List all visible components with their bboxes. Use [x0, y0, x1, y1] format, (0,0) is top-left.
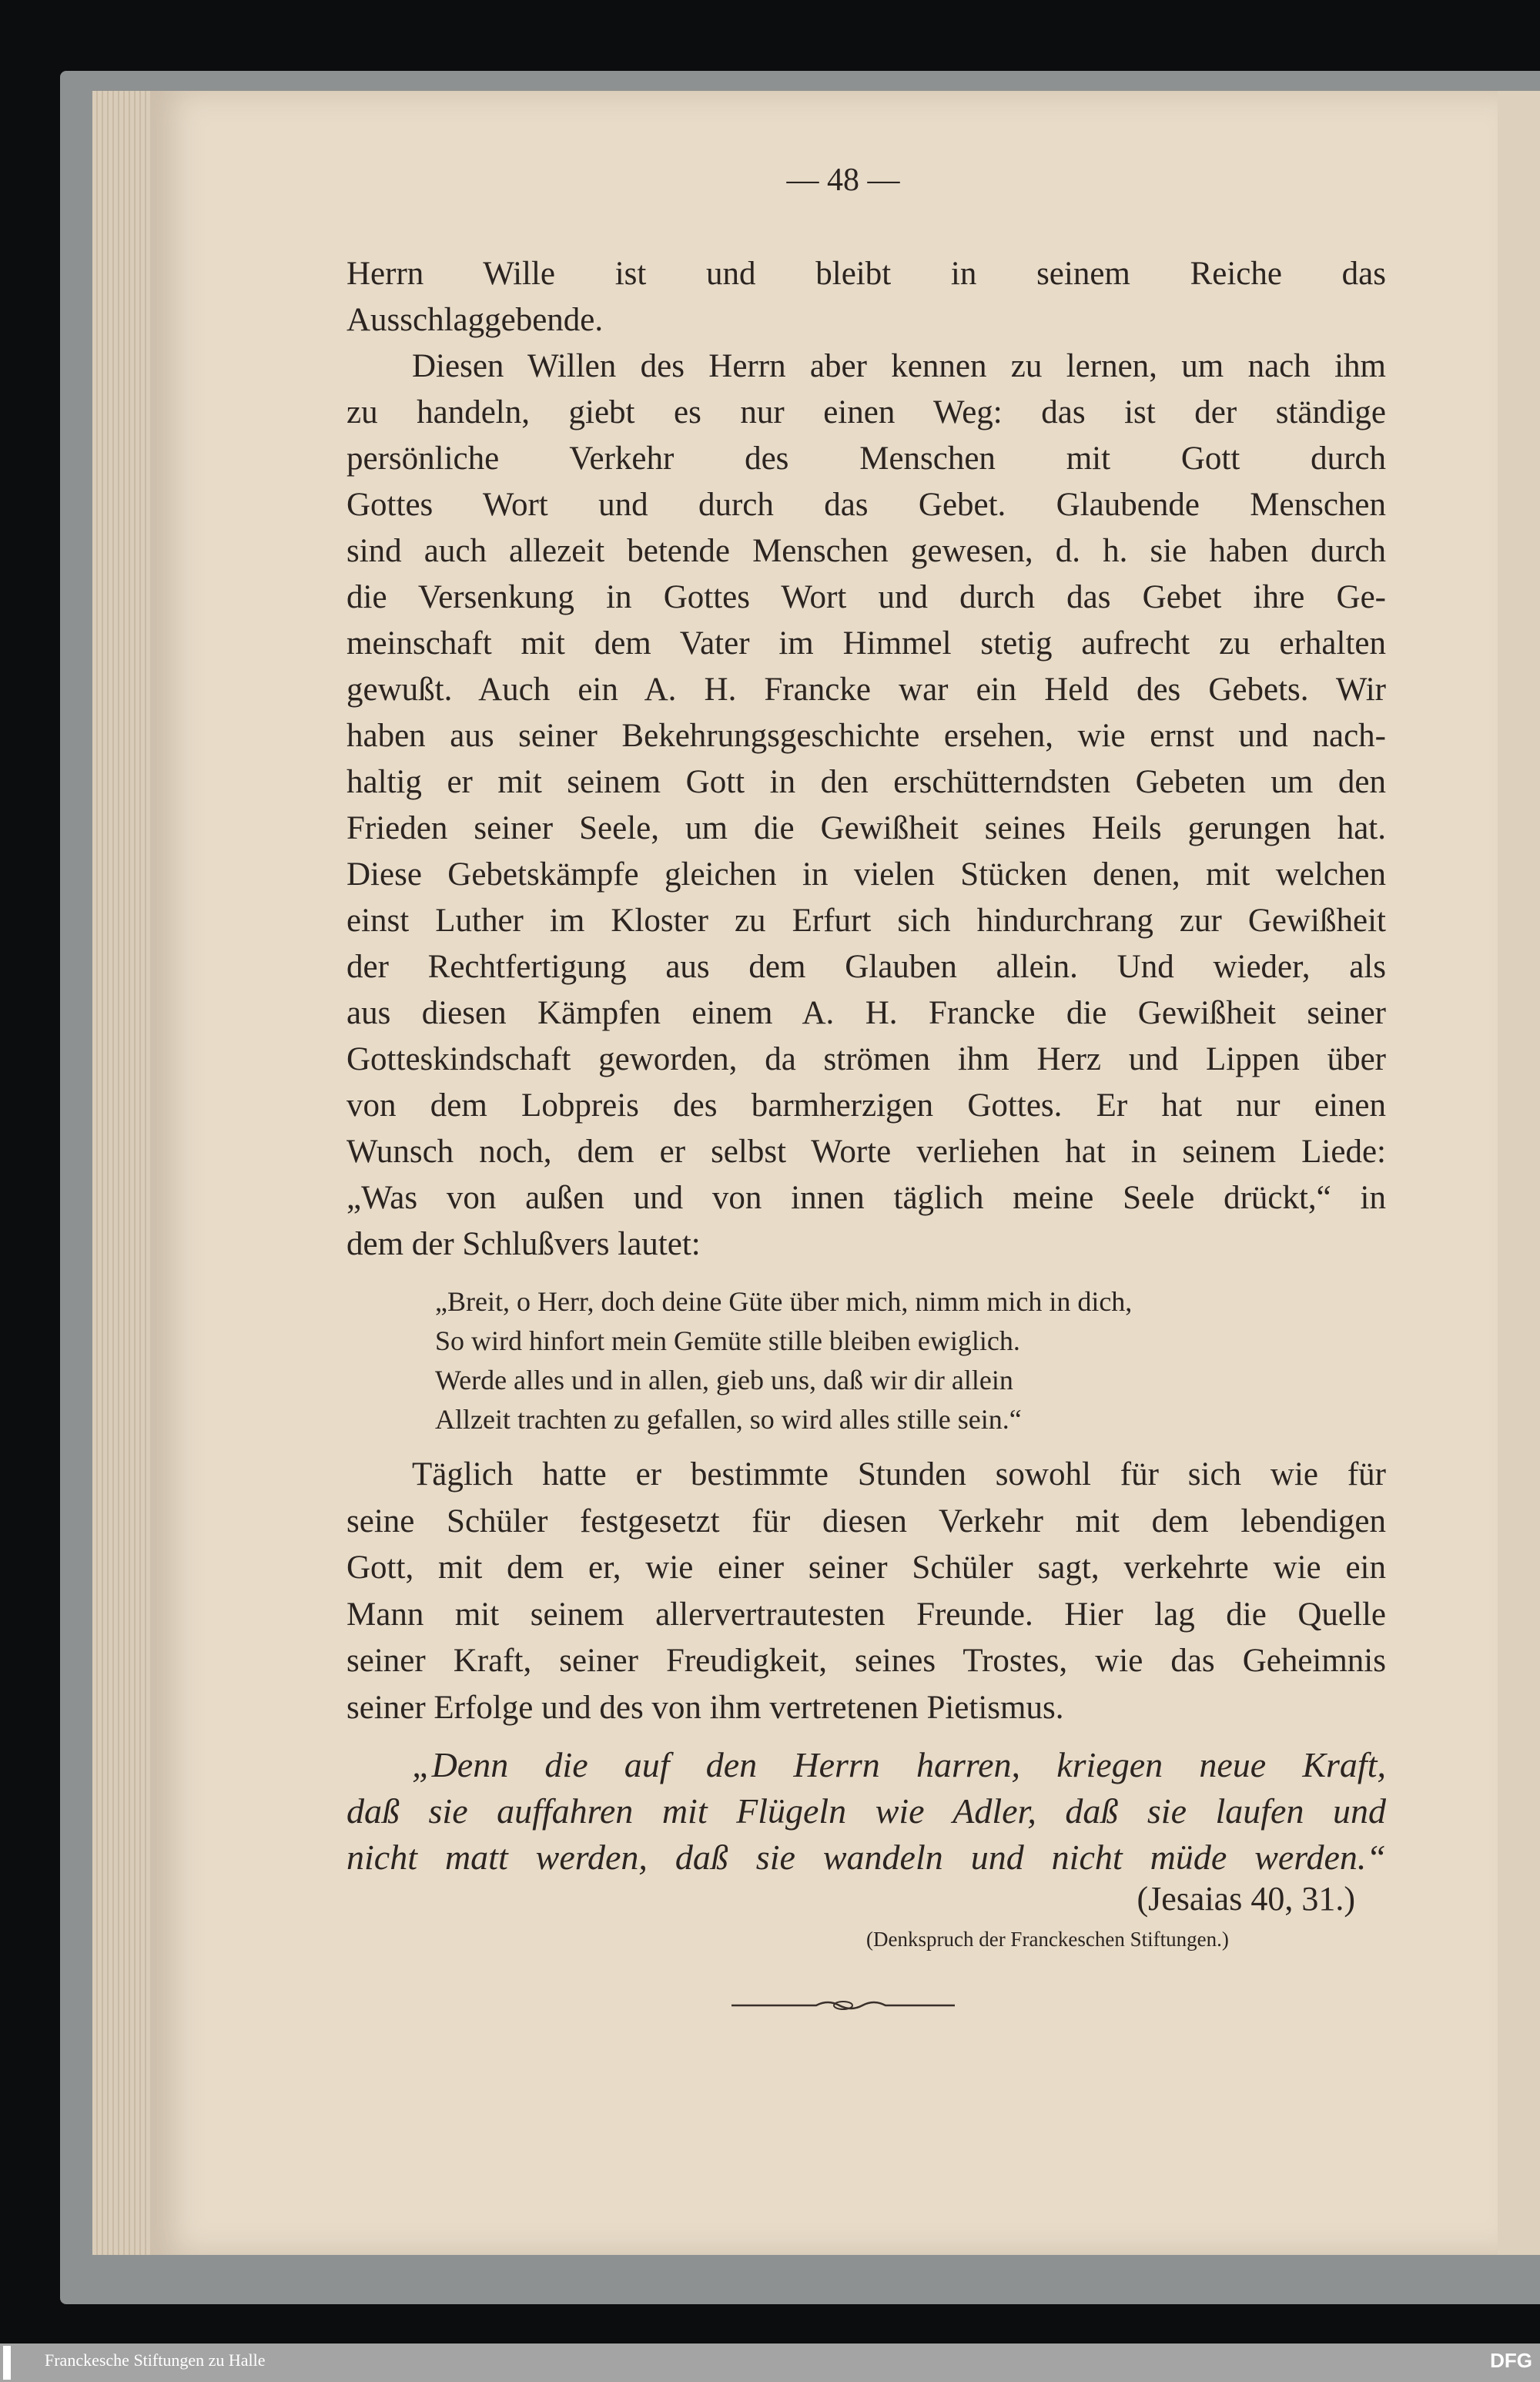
text-line: gewußt. Auch ein A. H. Francke war ein Held des Gebets. Wir — [346, 672, 1386, 708]
dfg-logo: DFG — [1490, 2349, 1532, 2372]
text-line: von dem Lobpreis des barmherzigen Gottes. Er hat nur einen — [346, 1087, 1386, 1124]
text-line: zu handeln, giebt es nur einen Weg: das ist der ständige — [346, 394, 1386, 431]
text-line: dem der Schlußvers lautet: — [346, 1226, 701, 1262]
text-line: persönliche Verkehr des Menschen mit Gott durch — [346, 441, 1386, 477]
text-line: Werde alles und in allen, gieb uns, daß wir dir allein — [435, 1365, 1013, 1395]
text-line: meinschaft mit dem Vater im Himmel stetig aufrecht zu erhalten — [346, 625, 1386, 662]
motto-source: (Denkspruch der Franckeschen Stiftungen.) — [866, 1928, 1229, 1951]
text-line: Gottes Wort und durch das Gebet. Glaubende Menschen — [346, 487, 1386, 523]
text-line: „Denn die auf den Herrn harren, kriegen neue Kraft, — [412, 1745, 1386, 1784]
text-line: haben aus seiner Bekehrungsgeschichte ersehen, wie ernst und nach- — [346, 718, 1386, 754]
bible-reference: (Jesaias 40, 31.) — [1137, 1880, 1355, 1918]
text-line: seiner Erfolge und des von ihm vertretenen Pietismus. — [346, 1689, 1064, 1726]
text-line: „Breit, o Herr, doch deine Güte über mich, nimm mich in dich, — [435, 1286, 1133, 1317]
text-line: seiner Kraft, seiner Freudigkeit, seines Trostes, wie das Geheimnis — [346, 1643, 1386, 1679]
text-line: haltig er mit seinem Gott in den erschütterndsten Gebeten um den — [346, 764, 1386, 800]
institution-logo-icon — [3, 2346, 11, 2380]
text-line: Diese Gebetskämpfe gleichen in vielen Stücken denen, mit welchen — [346, 856, 1386, 893]
text-line: sind auch allezeit betende Menschen gewesen, d. h. sie haben durch — [346, 533, 1386, 569]
text-line: Diesen Willen des Herrn aber kennen zu lernen, um nach ihm — [412, 348, 1386, 384]
text-line: Wunsch noch, dem er selbst Worte verliehen hat in seinem Liede: — [346, 1134, 1386, 1170]
text-line: die Versenkung in Gottes Wort und durch das Gebet ihre Ge- — [346, 579, 1386, 615]
text-line: Frieden seiner Seele, um die Gewißheit seines Heils gerungen hat. — [346, 810, 1386, 846]
text-line: aus diesen Kämpfen einem A. H. Francke die Gewißheit seiner — [346, 995, 1386, 1031]
text-line: Allzeit trachten zu gefallen, so wird alles stille sein.“ — [435, 1404, 1022, 1435]
text-line: Gotteskindschaft geworden, da strömen ihm Herz und Lippen über — [346, 1041, 1386, 1077]
page-number: — 48 — — [786, 162, 900, 198]
text-line: Ausschlaggebende. — [346, 302, 604, 338]
text-line: So wird hinfort mein Gemüte stille bleiben ewiglich. — [435, 1325, 1020, 1356]
footer-institution: Franckesche Stiftungen zu Halle — [45, 2350, 266, 2370]
text-line: Täglich hatte er bestimmte Stunden sowohl für sich wie für — [412, 1456, 1386, 1493]
ornament-divider — [732, 1996, 955, 2015]
text-line: Herrn Wille ist und bleibt in seinem Reiche das — [346, 256, 1386, 292]
text-line: seine Schüler festgesetzt für diesen Verkehr mit dem lebendigen — [346, 1503, 1386, 1539]
text-line: einst Luther im Kloster zu Erfurt sich hindurchrang zur Gewißheit — [346, 903, 1386, 939]
text-line: der Rechtfertigung aus dem Glauben allein. Und wieder, als — [346, 949, 1386, 985]
text-line: nicht matt werden, daß sie wandeln und nicht müde werden.“ — [346, 1838, 1386, 1877]
text-line: Mann mit seinem allervertrautesten Freunde. Hier lag die Quelle — [346, 1596, 1386, 1633]
text-line: Gott, mit dem er, wie einer seiner Schüler sagt, verkehrte wie ein — [346, 1549, 1386, 1586]
facing-page-edge — [1498, 91, 1540, 2255]
text-line: „Was von außen und von innen täglich meine Seele drückt,“ in — [346, 1180, 1386, 1216]
text-line: daß sie auffahren mit Flügeln wie Adler, daß sie laufen und — [346, 1791, 1386, 1831]
